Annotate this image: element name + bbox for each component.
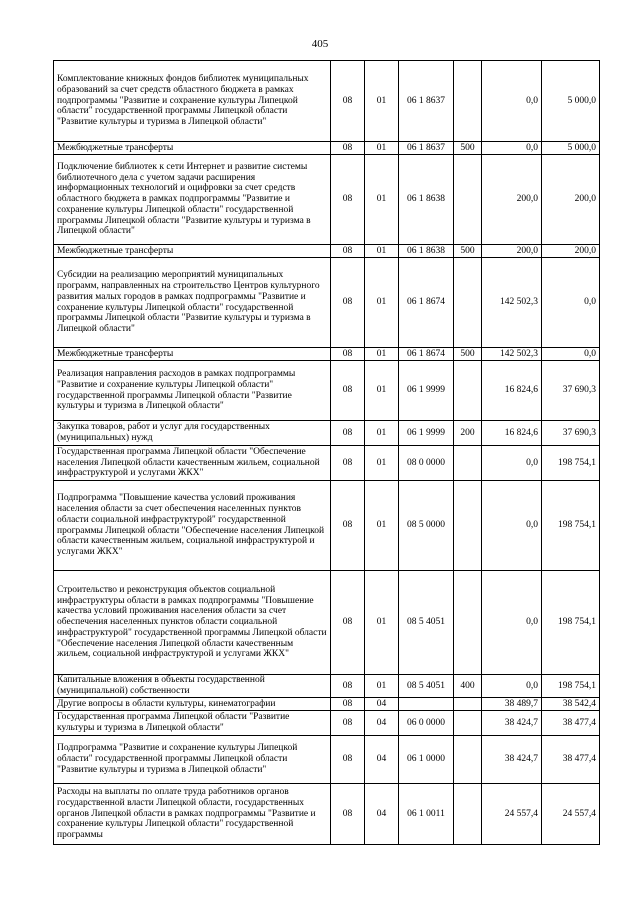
expense-type-cell: 500 (454, 245, 482, 258)
row-name-cell: Закупка товаров, работ и услуг для государственных (муниципальных) нужд (54, 421, 331, 446)
amount-year-1-cell: 200,0 (482, 155, 542, 245)
section-code-cell: 08 (331, 698, 365, 711)
table-row (54, 446, 600, 481)
amount-year-2-cell: 198 754,1 (542, 481, 600, 571)
target-article-cell: 06 0 0000 (399, 711, 454, 736)
amount-year-2-cell: 0,0 (542, 258, 600, 348)
row-name-cell: Комплектование книжных фондов библиотек муниципальных образований за счет средств областного бюджета в рамках подпрограммы "Развитие и сохранение культуры Липецкой области" государственной программы Липецкой области "Развитие культуры и туризма в Липецкой области" (54, 61, 331, 142)
amount-year-2-cell: 200,0 (542, 245, 600, 258)
row-name-cell: Межбюджетные трансферты (54, 142, 331, 155)
row-name-cell: Расходы на выплаты по оплате труда работников органов государственной власти Липецкой области, государственных органов Липецкой области в рамках подпрограммы "Развитие и сохранение культуры Липецкой области" государственной программы (54, 784, 331, 845)
amount-year-1-cell: 24 557,4 (482, 784, 542, 845)
amount-year-1-cell: 0,0 (482, 61, 542, 142)
row-name-cell: Реализация направления расходов в рамках подпрограммы "Развитие и сохранение культуры Липецкой области" государственной программы Липецкой области "Развитие культуры и туризма в Липецкой области" (54, 361, 331, 421)
target-article-cell: 08 5 0000 (399, 481, 454, 571)
section-code-cell: 08 (331, 446, 365, 481)
amount-year-2-cell: 200,0 (542, 155, 600, 245)
subsection-code-cell: 04 (365, 784, 399, 845)
amount-year-1-cell: 0,0 (482, 675, 542, 698)
target-article-cell: 06 1 0000 (399, 736, 454, 784)
subsection-code-cell: 04 (365, 736, 399, 784)
table-row (54, 348, 600, 361)
table-row (54, 142, 600, 155)
target-article-cell: 06 1 8638 (399, 155, 454, 245)
target-article-cell: 06 1 8638 (399, 245, 454, 258)
table-row (54, 571, 600, 675)
amount-year-1-cell: 16 824,6 (482, 421, 542, 446)
amount-year-1-cell: 38 489,7 (482, 698, 542, 711)
amount-year-1-cell: 0,0 (482, 481, 542, 571)
subsection-code-cell: 04 (365, 711, 399, 736)
section-code-cell: 08 (331, 142, 365, 155)
target-article-cell: 08 5 4051 (399, 675, 454, 698)
target-article-cell: 06 1 8674 (399, 348, 454, 361)
subsection-code-cell: 01 (365, 675, 399, 698)
page-number: 405 (311, 38, 329, 50)
row-name-cell: Государственная программа Липецкой области "Развитие культуры и туризма в Липецкой области" (54, 711, 331, 736)
section-code-cell: 08 (331, 361, 365, 421)
subsection-code-cell: 01 (365, 245, 399, 258)
amount-year-1-cell: 38 424,7 (482, 711, 542, 736)
amount-year-1-cell: 38 424,7 (482, 736, 542, 784)
expense-type-cell (454, 258, 482, 348)
section-code-cell: 08 (331, 61, 365, 142)
subsection-code-cell: 01 (365, 421, 399, 446)
expense-type-cell (454, 711, 482, 736)
section-code-cell: 08 (331, 481, 365, 571)
target-article-cell: 06 1 8637 (399, 142, 454, 155)
expense-type-cell (454, 361, 482, 421)
section-code-cell: 08 (331, 258, 365, 348)
section-code-cell: 08 (331, 711, 365, 736)
target-article-cell: 06 1 8674 (399, 258, 454, 348)
expense-type-cell (454, 61, 482, 142)
expense-type-cell: 400 (454, 675, 482, 698)
expense-type-cell: 500 (454, 348, 482, 361)
section-code-cell: 08 (331, 784, 365, 845)
subsection-code-cell: 01 (365, 348, 399, 361)
row-name-cell: Субсидии на реализацию мероприятий муниципальных программ, направленных на строительство Центров культурного развития малых городов в рамках подпрограммы "Развитие и сохранение культуры Липецкой области" государственной программы Липецкой области "Развитие культуры и туризма в Липецкой области" (54, 258, 331, 348)
expense-type-cell: 200 (454, 421, 482, 446)
amount-year-2-cell: 37 690,3 (542, 421, 600, 446)
amount-year-2-cell: 5 000,0 (542, 142, 600, 155)
subsection-code-cell: 01 (365, 258, 399, 348)
row-name-cell: Другие вопросы в области культуры, кинематографии (54, 698, 331, 711)
target-article-cell: 08 5 4051 (399, 571, 454, 675)
target-article-cell: 08 0 0000 (399, 446, 454, 481)
amount-year-1-cell: 0,0 (482, 571, 542, 675)
section-code-cell: 08 (331, 245, 365, 258)
section-code-cell: 08 (331, 348, 365, 361)
subsection-code-cell: 01 (365, 361, 399, 421)
subsection-code-cell: 01 (365, 155, 399, 245)
amount-year-2-cell: 0,0 (542, 348, 600, 361)
subsection-code-cell: 01 (365, 142, 399, 155)
row-name-cell: Строительство и реконструкция объектов социальной инфраструктуры области в рамках подпрограммы "Повышение качества условий проживания населения области за счет обеспечения населенных пунктов области социальной инфраструктурой" государственной программы Липецкой области "Обеспечение населения Липецкой области качественным жильем, социальной инфраструктурой и услугами ЖКХ" (54, 571, 331, 675)
table-row (54, 711, 600, 736)
table-row (54, 61, 600, 142)
amount-year-1-cell: 0,0 (482, 446, 542, 481)
section-code-cell: 08 (331, 675, 365, 698)
expense-type-cell (454, 736, 482, 784)
row-name-cell: Капитальные вложения в объекты государственной (муниципальной) собственности (54, 675, 331, 698)
amount-year-1-cell: 142 502,3 (482, 348, 542, 361)
subsection-code-cell: 04 (365, 698, 399, 711)
amount-year-1-cell: 142 502,3 (482, 258, 542, 348)
section-code-cell: 08 (331, 571, 365, 675)
target-article-cell: 06 1 9999 (399, 361, 454, 421)
table-row (54, 245, 600, 258)
target-article-cell: 06 1 9999 (399, 421, 454, 446)
amount-year-2-cell: 38 477,4 (542, 711, 600, 736)
amount-year-2-cell: 198 754,1 (542, 675, 600, 698)
section-code-cell: 08 (331, 421, 365, 446)
expense-type-cell: 500 (454, 142, 482, 155)
subsection-code-cell: 01 (365, 61, 399, 142)
expense-type-cell (454, 481, 482, 571)
table-row (54, 784, 600, 845)
budget-table (53, 60, 600, 845)
table-row (54, 698, 600, 711)
table-row (54, 675, 600, 698)
budget-table-body (54, 61, 600, 845)
section-code-cell: 08 (331, 736, 365, 784)
expense-type-cell (454, 784, 482, 845)
row-name-cell: Межбюджетные трансферты (54, 348, 331, 361)
table-row (54, 736, 600, 784)
amount-year-1-cell: 0,0 (482, 142, 542, 155)
amount-year-2-cell: 198 754,1 (542, 571, 600, 675)
target-article-cell: 06 1 8637 (399, 61, 454, 142)
expense-type-cell (454, 698, 482, 711)
subsection-code-cell: 01 (365, 571, 399, 675)
table-row (54, 155, 600, 245)
amount-year-2-cell: 38 542,4 (542, 698, 600, 711)
table-row (54, 258, 600, 348)
target-article-cell (399, 698, 454, 711)
amount-year-1-cell: 16 824,6 (482, 361, 542, 421)
section-code-cell: 08 (331, 155, 365, 245)
expense-type-cell (454, 571, 482, 675)
table-row (54, 361, 600, 421)
row-name-cell: Подпрограмма "Развитие и сохранение культуры Липецкой области" государственной программы Липецкой области "Развитие культуры и туризма в Липецкой области" (54, 736, 331, 784)
subsection-code-cell: 01 (365, 481, 399, 571)
row-name-cell: Подключение библиотек к сети Интернет и развитие системы библиотечного дела с учетом задачи расширения информационных технологий и оцифровки за счет средств областного бюджета в рамках подпрограммы "Развитие и сохранение культуры Липецкой области" государственной программы Липецкой области "Развитие культуры и туризма в Липецкой области" (54, 155, 331, 245)
target-article-cell: 06 1 0011 (399, 784, 454, 845)
expense-type-cell (454, 155, 482, 245)
table-row (54, 481, 600, 571)
subsection-code-cell: 01 (365, 446, 399, 481)
amount-year-1-cell: 200,0 (482, 245, 542, 258)
row-name-cell: Государственная программа Липецкой области "Обеспечение населения Липецкой области качественным жильем, социальной инфраструктурой и услугами ЖКХ" (54, 446, 331, 481)
amount-year-2-cell: 5 000,0 (542, 61, 600, 142)
amount-year-2-cell: 24 557,4 (542, 784, 600, 845)
amount-year-2-cell: 37 690,3 (542, 361, 600, 421)
expense-type-cell (454, 446, 482, 481)
amount-year-2-cell: 38 477,4 (542, 736, 600, 784)
row-name-cell: Подпрограмма "Повышение качества условий проживания населения области за счет обеспечения населенных пунктов области социальной инфраструктурой" государственной программы Липецкой области "Обеспечение населения Липецкой области качественным жильем, социальной инфраструктурой и услугами ЖКХ" (54, 481, 331, 571)
table-row (54, 421, 600, 446)
row-name-cell: Межбюджетные трансферты (54, 245, 331, 258)
amount-year-2-cell: 198 754,1 (542, 446, 600, 481)
